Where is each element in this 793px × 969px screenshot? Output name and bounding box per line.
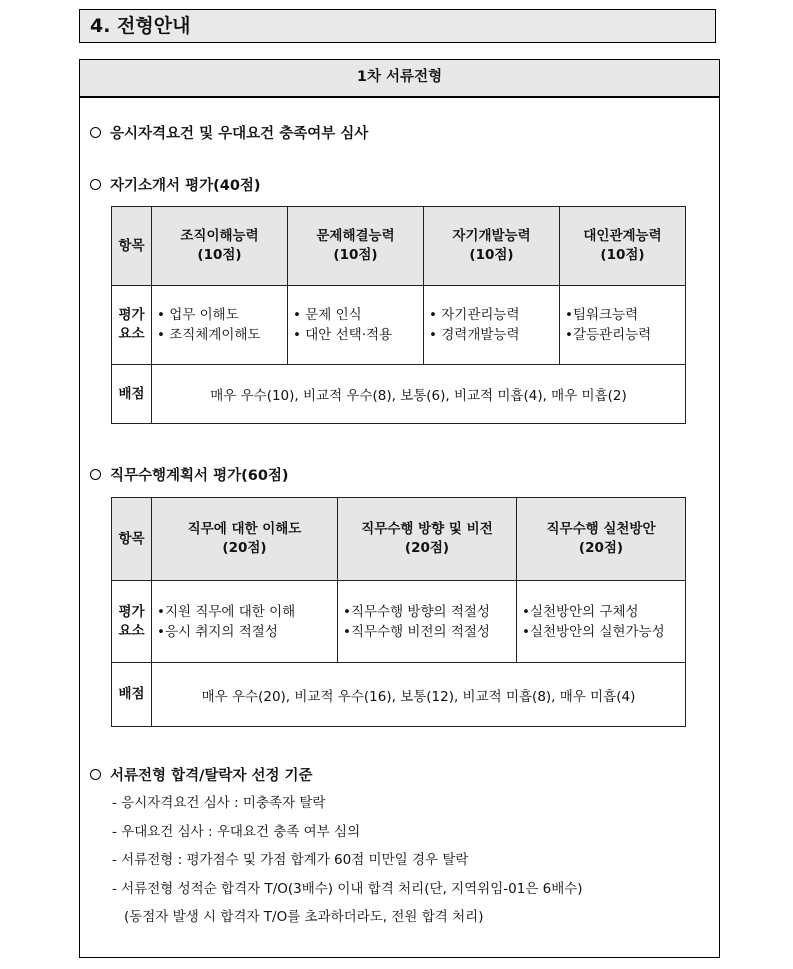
table-row <box>112 365 686 424</box>
bullet-criteria <box>90 764 313 785</box>
label-score: 배점 <box>112 663 152 727</box>
element-item: •지원 직무에 대한 이해 <box>157 603 296 620</box>
header-name: 자기개발능력 <box>452 228 531 244</box>
header-points: (20점) <box>578 540 624 556</box>
header-cell <box>424 207 560 286</box>
element-cell <box>152 581 338 663</box>
element-cell <box>560 286 686 365</box>
table-row <box>112 663 686 727</box>
element-cell <box>152 286 288 365</box>
element-item: • 자기관리능력 <box>429 307 520 323</box>
section-title: 4. 전형안내 <box>79 9 716 43</box>
header-points: (10점) <box>600 247 645 263</box>
header-points: (20점) <box>222 540 267 556</box>
header-name: 문제해결능력 <box>316 228 395 244</box>
circle-bullet-icon <box>90 127 101 138</box>
label-line: 평가 <box>118 603 145 620</box>
criteria-item: - 응시자격요건 심사 : 미충족자 탈락 <box>112 795 326 811</box>
circle-bullet-icon <box>90 179 101 190</box>
element-cell <box>424 286 560 365</box>
element-cell <box>517 581 686 663</box>
element-cell <box>338 581 517 663</box>
table-row <box>112 581 686 663</box>
element-item: •응시 취지의 적절성 <box>157 623 278 640</box>
header-points: (10점) <box>469 247 514 263</box>
element-item: •실천방안의 실현가능성 <box>522 623 665 640</box>
element-item: • 업무 이해도 <box>157 307 239 323</box>
header-name: 대인관계능력 <box>583 228 662 244</box>
label-line: 요소 <box>118 326 145 342</box>
bullet-job-plan <box>90 464 289 485</box>
element-item: • 경력개발능력 <box>429 327 520 343</box>
criteria-item: - 서류전형 : 평가점수 및 가점 합계가 60점 미만일 경우 탈락 <box>112 852 469 868</box>
header-cell <box>152 498 338 581</box>
bullet-text: 직무수행계획서 평가(60점) <box>110 468 289 484</box>
element-item: • 문제 인식 <box>293 307 362 323</box>
label-score: 배점 <box>112 365 152 424</box>
header-points: (20점) <box>404 540 450 556</box>
element-cell <box>288 286 424 365</box>
label-elements <box>112 581 152 663</box>
table-row <box>112 286 686 365</box>
element-item: •직무수행 방향의 적절성 <box>343 603 490 620</box>
header-points: (10점) <box>197 247 242 263</box>
bullet-self-intro <box>90 174 261 195</box>
header-name: 조직이해능력 <box>180 228 259 244</box>
bullet-text: 자기소개서 평가(40점) <box>110 178 261 194</box>
element-item: •갈등관리능력 <box>565 327 652 343</box>
scoring-cell: 매우 우수(20), 비교적 우수(16), 보통(12), 비교적 미흡(8), 매우 미흡(4) <box>152 663 686 727</box>
table-row <box>112 498 686 581</box>
circle-bullet-icon <box>90 769 101 780</box>
criteria-note: (동점자 발생 시 합격자 T/O를 초과하더라도, 전원 합격 처리) <box>124 909 484 925</box>
bullet-eligibility <box>90 122 368 143</box>
criteria-item: - 우대요건 심사 : 우대요건 충족 여부 심의 <box>112 824 361 840</box>
element-item: • 조직체계이해도 <box>157 327 261 343</box>
header-cell <box>338 498 517 581</box>
header-name: 직무수행 실천방안 <box>546 521 656 537</box>
scoring-cell: 매우 우수(10), 비교적 우수(8), 보통(6), 비교적 미흡(4), 매우 미흡(2) <box>152 365 686 424</box>
header-cell <box>560 207 686 286</box>
element-item: • 대안 선택·적용 <box>293 327 393 343</box>
element-item: •실천방안의 구체성 <box>522 603 639 620</box>
label-elements <box>112 286 152 365</box>
self-intro-table <box>111 206 686 424</box>
stage-title: 1차 서류전형 <box>80 60 719 98</box>
label-line: 평가 <box>118 307 145 323</box>
header-cell <box>288 207 424 286</box>
circle-bullet-icon <box>90 469 101 480</box>
header-points: (10점) <box>333 247 378 263</box>
header-cell <box>152 207 288 286</box>
job-plan-table <box>111 497 686 727</box>
table-row <box>112 207 686 286</box>
criteria-item: - 서류전형 성적순 합격자 T/O(3배수) 이내 합격 처리(단, 지역위임-01은 6배수) <box>112 881 583 897</box>
label-item: 항목 <box>112 207 152 286</box>
header-name: 직무에 대한 이해도 <box>187 521 302 537</box>
header-name: 직무수행 방향 및 비전 <box>361 521 493 537</box>
bullet-text: 서류전형 합격/탈락자 선정 기준 <box>110 768 313 784</box>
element-item: •직무수행 비전의 적절성 <box>343 623 490 640</box>
element-item: •팀워크능력 <box>565 307 639 323</box>
label-item: 항목 <box>112 498 152 581</box>
header-cell <box>517 498 686 581</box>
document-stage-box <box>79 59 720 958</box>
label-line: 요소 <box>118 622 145 639</box>
bullet-text: 응시자격요건 및 우대요건 충족여부 심사 <box>110 126 369 142</box>
